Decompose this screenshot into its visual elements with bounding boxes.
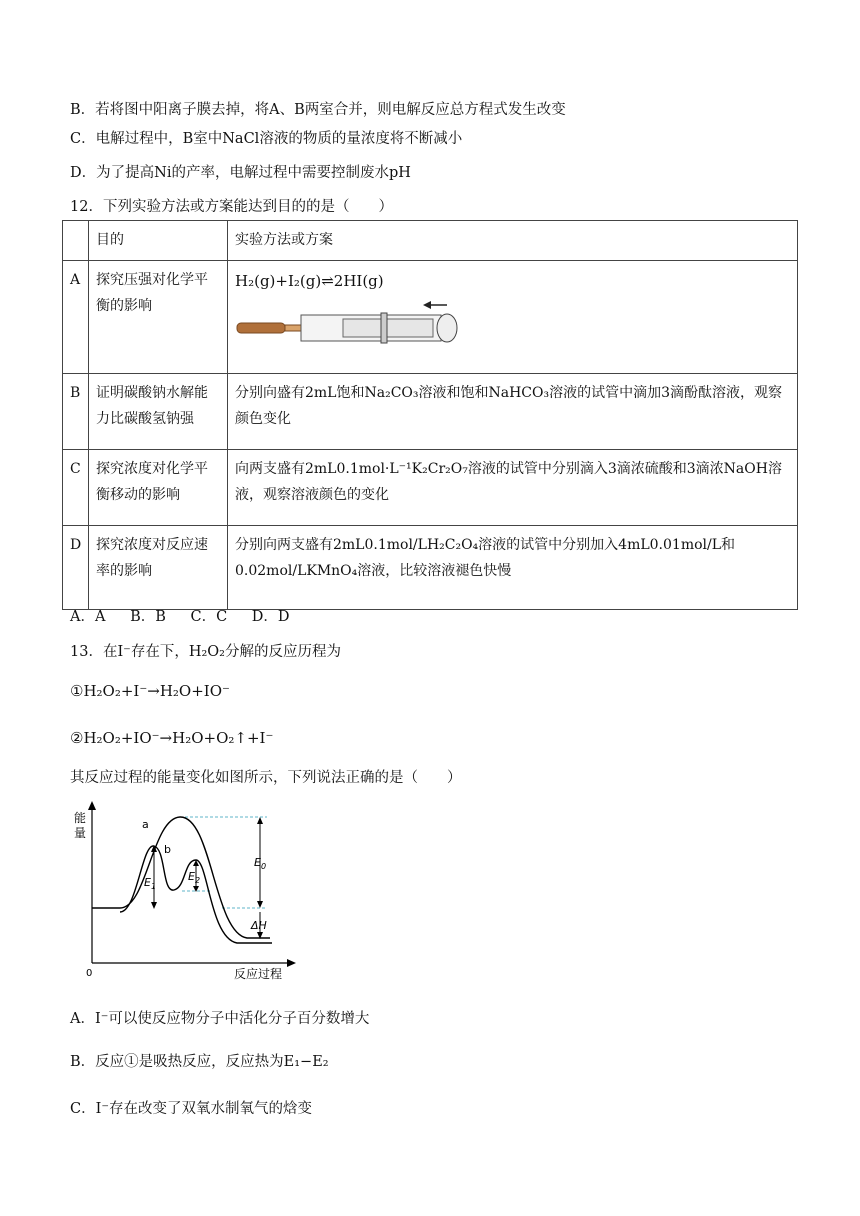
row-goal: 探究压强对化学平衡的影响 (89, 260, 228, 373)
e0-label: $E_0$ (254, 856, 267, 871)
q11-option-d: D．为了提高Ni的产率，电解过程中需要控制废水pH (70, 165, 411, 181)
push-arrowhead (423, 301, 431, 309)
q13-step-1: ①H₂O₂+I⁻→H₂O+IO⁻ (70, 682, 230, 700)
e1-label: $E_1$ (144, 876, 157, 891)
e0-arrowhead-top (257, 817, 263, 824)
q12-answer-c[interactable]: C．C (190, 609, 228, 625)
q12-stem: 12．下列实验方法或方案能达到目的的是（ ） (70, 199, 393, 215)
q13-question: 其反应过程的能量变化如图所示，下列说法正确的是（ ） (70, 770, 462, 786)
row-letter: D (63, 525, 89, 609)
x-axis-arrow (287, 959, 296, 967)
q13-option-b: B．反应①是吸热反应，反应热为E₁−E₂ (70, 1054, 329, 1070)
row-method: 分别向两支盛有2mL0.1mol/LH₂C₂O₄溶液的试管中分别加入4mL0.01mol/L和0.02mol/LKMnO₄溶液，比较溶液褪色快慢 (228, 525, 798, 609)
row-goal: 探究浓度对化学平衡移动的影响 (89, 449, 228, 525)
syringe-illustration (235, 299, 465, 355)
row-letter: B (63, 373, 89, 449)
y-axis-arrow (88, 801, 96, 810)
header-letter (63, 221, 89, 261)
y-axis-label-1: 能 (74, 811, 87, 825)
q12-answer-a[interactable]: A．A (70, 609, 106, 625)
x-axis-label: 反应过程 (234, 967, 283, 981)
row-method (228, 260, 798, 373)
e1-arrowhead-bottom (151, 902, 157, 909)
syringe-hub (285, 325, 301, 331)
q11-option-b: B．若将图中阳离子膜去掉，将A、B两室合并，则电解反应总方程式发生改变 (70, 102, 566, 118)
q13-stem: 13．在I⁻存在下，H₂O₂分解的反应历程为 (70, 644, 341, 660)
q12-answer-options (70, 605, 310, 626)
row-goal: 证明碳酸钠水解能力比碳酸氢钠强 (89, 373, 228, 449)
q12-answer-d[interactable]: D．D (251, 609, 290, 625)
origin-label: 0 (86, 968, 93, 979)
q13-step-2: ②H₂O₂+IO⁻→H₂O+O₂↑+I⁻ (70, 729, 274, 747)
equilibrium-equation: H₂(g)+I₂(g)⇌2HI(g) (235, 271, 384, 290)
row-method: 分别向盛有2mL饱和Na₂CO₃溶液和饱和NaHCO₃溶液的试管中滴加3滴酚酞溶液，观察颜色变化 (228, 373, 798, 449)
header-method: 实验方法或方案 (228, 221, 798, 261)
syringe-plunger-seal (381, 313, 387, 343)
q12-table (62, 220, 798, 610)
y-axis-label-2: 量 (74, 826, 87, 840)
table-row (63, 525, 798, 609)
syringe-needle-tip (237, 323, 285, 333)
curve-a (92, 817, 270, 938)
table-row (63, 260, 798, 373)
e2-label: $E_2$ (188, 870, 201, 885)
table-header-row (63, 221, 798, 261)
row-letter: A (63, 260, 89, 373)
q13-option-c: C．I⁻存在改变了双氧水制氧气的焓变 (70, 1101, 312, 1117)
row-letter: C (63, 449, 89, 525)
e0-arrowhead-bottom (257, 901, 263, 908)
curve-b-label: b (164, 843, 171, 856)
row-goal: 探究浓度对反应速率的影响 (89, 525, 228, 609)
table-row (63, 449, 798, 525)
row-method: 向两支盛有2mL0.1mol·L⁻¹K₂Cr₂O₇溶液的试管中分别滴入3滴浓硫酸和3滴浓NaOH溶液，观察溶液颜色的变化 (228, 449, 798, 525)
curve-a-label: a (142, 818, 149, 831)
q12-answer-b[interactable]: B．B (130, 609, 166, 625)
energy-diagram (62, 798, 302, 983)
dh-label: ΔH (251, 919, 267, 932)
q13-option-a: A．I⁻可以使反应物分子中活化分子百分数增大 (70, 1011, 370, 1027)
table-row (63, 373, 798, 449)
header-goal: 目的 (89, 221, 228, 261)
q11-option-c: C．电解过程中，B室中NaCl溶液的物质的量浓度将不断减小 (70, 131, 463, 147)
syringe-thumb-press (437, 314, 457, 342)
syringe-plunger-rod (343, 319, 433, 337)
